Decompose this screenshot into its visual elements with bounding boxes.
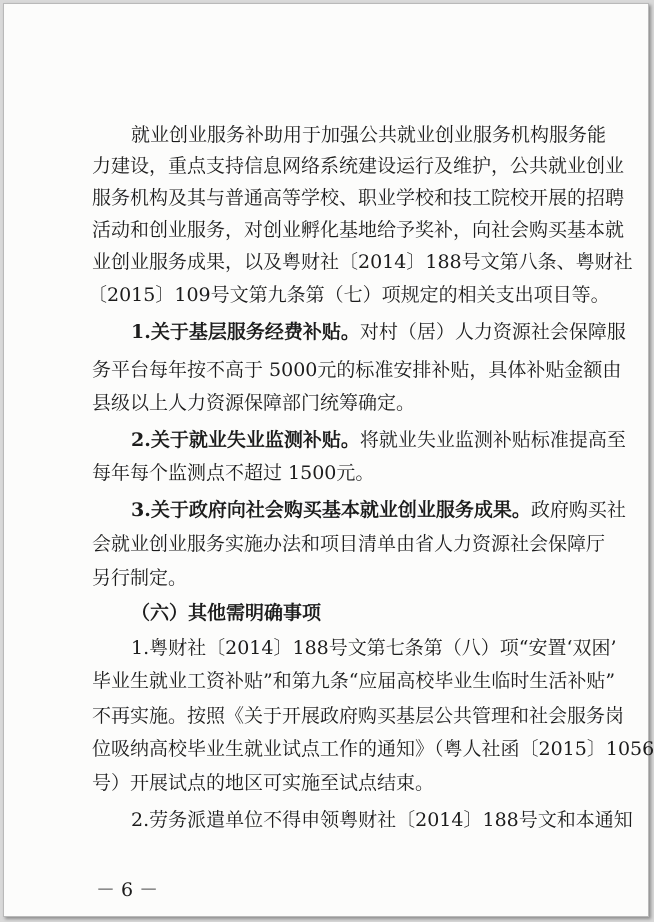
item-2-text: 将就业失业监测补贴标准提高至	[359, 429, 626, 451]
item-1-title: 1.关于基层服务经费补贴。	[131, 321, 360, 343]
paragraph-line: 活动和创业服务，对创业孵化基地给予奖补，向社会购买基本就	[92, 219, 625, 241]
clause-2-line: 2.劳务派遣单位不得申领粤财社〔2014〕188号文和本通知	[131, 809, 633, 831]
paragraph-line: 就业创业服务补助用于加强公共就业创业服务机构服务能	[131, 124, 607, 146]
item-2-line-2: 每年每个监测点不超过 1500元。	[92, 462, 375, 484]
section-heading: （六）其他需明确事项	[131, 602, 322, 624]
item-3-text: 政府购买社	[530, 499, 626, 521]
document-page	[3, 3, 654, 917]
clause-1-line: 位吸纳高校毕业生就业试点工作的通知》（粤人社函〔2015〕1056	[92, 738, 654, 760]
paragraph-line: 〔2015〕109号文第九条第（七）项规定的相关支出项目等。	[88, 284, 610, 306]
paragraph-line: 业创业服务成果，以及粤财社〔2014〕188号文第八条、粤财社	[92, 251, 633, 273]
item-1-line-1	[131, 320, 626, 344]
paragraph-line: 服务机构及其与普通高等学校、职业学校和技工院校开展的招聘	[92, 187, 625, 209]
item-1-line-3: 县级以上人力资源保障部门统筹确定。	[92, 392, 416, 414]
clause-1-line: 不再实施。按照《关于开展政府购买基层公共管理和社会服务岗	[92, 705, 625, 727]
item-3-line-3: 另行制定。	[92, 567, 188, 589]
item-3-title: 3.关于政府向社会购买基本就业创业服务成果。	[131, 499, 531, 521]
item-3-line-1	[131, 498, 626, 522]
item-1-text: 对村（居）人力资源社会保障服	[359, 321, 626, 343]
item-2-line-1	[131, 428, 626, 452]
item-1-line-2: 务平台每年按不高于 5000元的标准安排补贴，具体补贴金额由	[92, 359, 622, 381]
clause-1-line: 毕业生就业工资补贴”和第九条“应届高校毕业生临时生活补贴”	[92, 670, 616, 692]
page-number: － 6 －	[96, 879, 159, 901]
paragraph-line: 力建设，重点支持信息网络系统建设运行及维护，公共就业创业	[92, 155, 625, 177]
item-2-title: 2.关于就业失业监测补贴。	[131, 429, 360, 451]
clause-1-line: 号）开展试点的地区可实施至试点结束。	[92, 772, 435, 794]
clause-1-line: 1.粤财社〔2014〕188号文第七条第（八）项“安置‘双困’	[131, 637, 617, 659]
item-3-line-2: 会就业创业服务实施办法和项目清单由省人力资源社会保障厅	[92, 533, 606, 555]
